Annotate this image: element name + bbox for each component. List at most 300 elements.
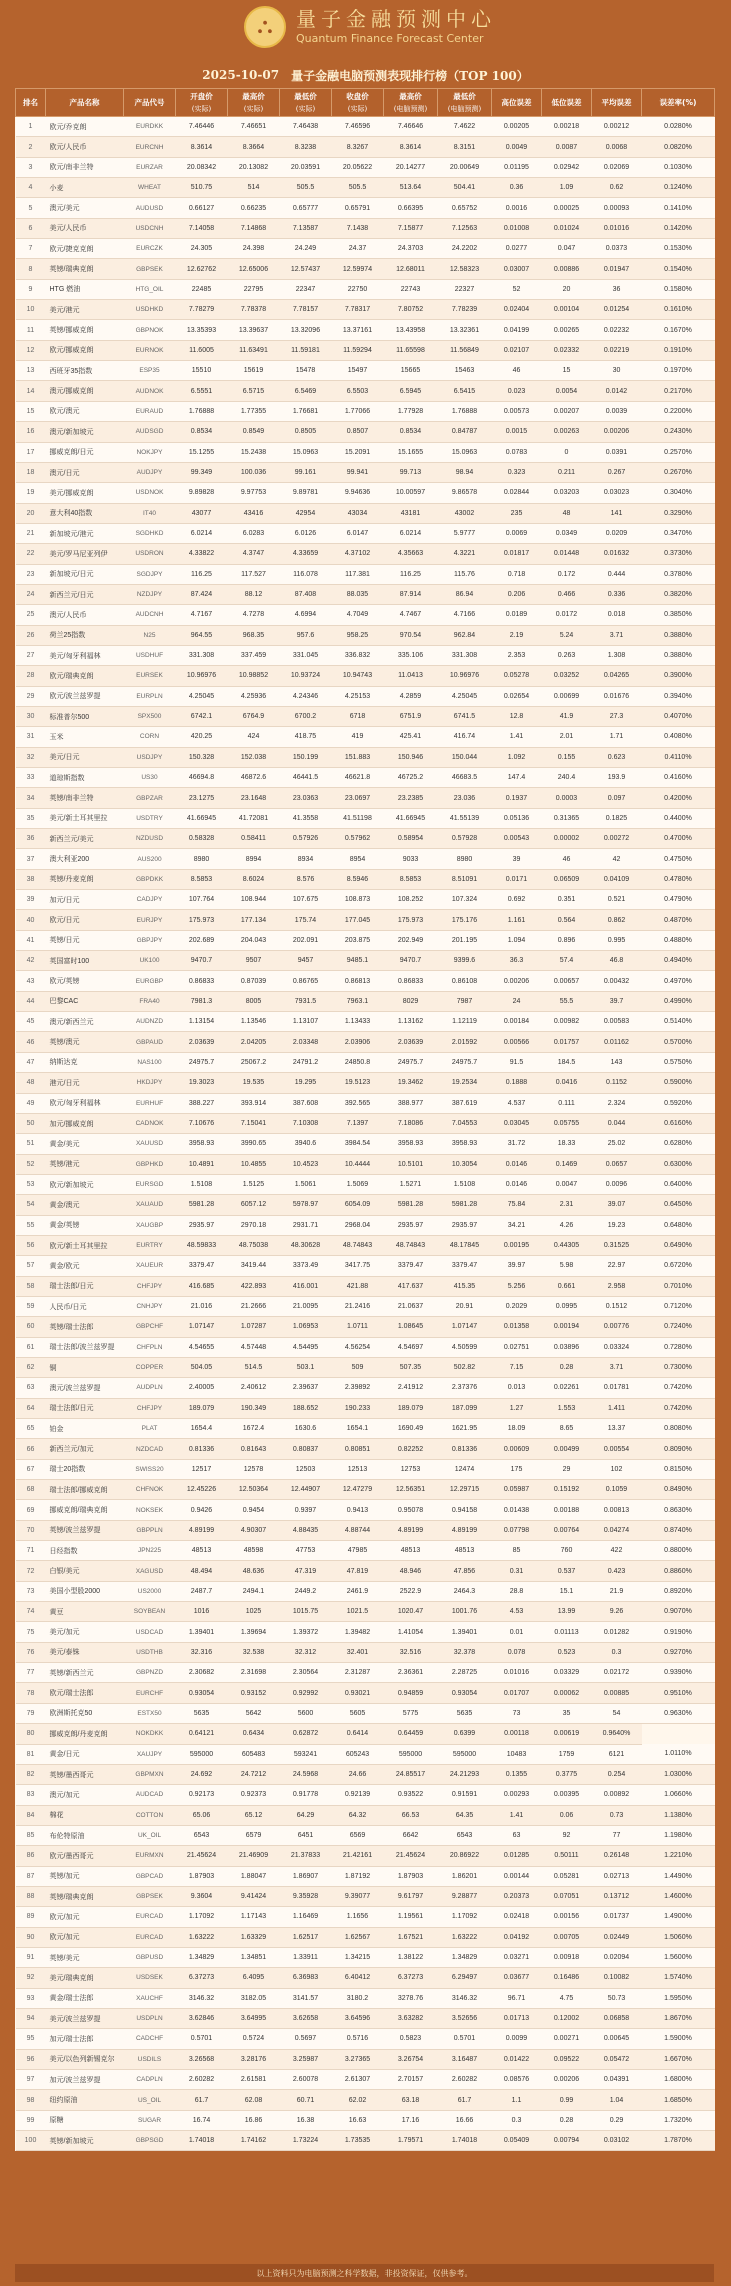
table-row <box>16 1134 715 1154</box>
cell-rank: 87 <box>16 1866 46 1886</box>
cell-rank: 48 <box>16 1073 46 1093</box>
cell-rank: 95 <box>16 2029 46 2049</box>
cell-high-actual: 1.63329 <box>228 1927 280 1947</box>
cell-product-code: CNHJPY <box>124 1296 176 1316</box>
cell-rank: 54 <box>16 1195 46 1215</box>
cell-rank: 76 <box>16 1642 46 1662</box>
cell-low-forecast: 387.619 <box>438 1093 492 1113</box>
cell-high-actual: 0.81643 <box>228 1439 280 1459</box>
cell-high-actual: 48598 <box>228 1541 280 1561</box>
cell-open-actual: 2935.97 <box>176 1215 228 1235</box>
cell-open-actual: 420.25 <box>176 727 228 747</box>
cell-low-forecast: 48.17845 <box>438 1235 492 1255</box>
cell-low-actual: 5978.97 <box>280 1195 332 1215</box>
cell-high-error: 0.1937 <box>492 788 542 808</box>
cell-high-actual: 6579 <box>228 1825 280 1845</box>
cell-low-actual: 6.5469 <box>280 381 332 401</box>
cell-close-actual: 19.5123 <box>332 1073 384 1093</box>
cell-close-actual: 23.0697 <box>332 788 384 808</box>
cell-high-actual: 10.4855 <box>228 1154 280 1174</box>
cell-product-code: USDNOK <box>124 483 176 503</box>
cell-high-actual: 43416 <box>228 503 280 523</box>
cell-low-forecast: 32.378 <box>438 1642 492 1662</box>
cell-product-code: GBPDKK <box>124 869 176 889</box>
cell-product-name: 美元/波兰兹罗提 <box>46 2008 124 2028</box>
cell-product-code: GBPPLN <box>124 1520 176 1540</box>
table-row <box>16 279 715 299</box>
cell-product-name: 人民币/日元 <box>46 1296 124 1316</box>
cell-error-rate: 0.5900% <box>642 1073 715 1093</box>
cell-open-actual: 0.64121 <box>176 1724 228 1744</box>
table-row <box>16 2110 715 2130</box>
table-row <box>16 1907 715 1927</box>
cell-close-actual: 41.51198 <box>332 808 384 828</box>
cell-product-name: 纳斯达克 <box>46 1052 124 1072</box>
cell-low-actual: 6451 <box>280 1825 332 1845</box>
cell-high-error: 0.00293 <box>492 1785 542 1805</box>
cell-high-actual: 0.87039 <box>228 971 280 991</box>
table-row <box>16 605 715 625</box>
cell-rank: 51 <box>16 1134 46 1154</box>
cell-low-actual: 32.312 <box>280 1642 332 1662</box>
cell-product-name: 铜 <box>46 1357 124 1377</box>
cell-avg-error: 21.9 <box>592 1581 642 1601</box>
cell-low-forecast: 0.84787 <box>438 422 492 442</box>
cell-product-code: USDTHB <box>124 1642 176 1662</box>
cell-low-actual: 2931.71 <box>280 1215 332 1235</box>
cell-high-forecast: 189.079 <box>384 1398 438 1418</box>
cell-product-name: 加元/瑞士法郎 <box>46 2029 124 2049</box>
table-row <box>16 544 715 564</box>
cell-rank: 13 <box>16 361 46 381</box>
cell-rank: 61 <box>16 1337 46 1357</box>
cell-open-actual: 0.5701 <box>176 2029 228 2049</box>
cell-product-code: ESTX50 <box>124 1703 176 1723</box>
cell-high-error: 31.72 <box>492 1134 542 1154</box>
cell-avg-error: 0.995 <box>592 930 642 950</box>
cell-close-actual: 9.39077 <box>332 1886 384 1906</box>
cell-close-actual: 7.1438 <box>332 218 384 238</box>
cell-high-actual: 0.92373 <box>228 1785 280 1805</box>
cell-high-forecast: 1.08645 <box>384 1317 438 1337</box>
cell-low-error: 0.05755 <box>542 1113 592 1133</box>
cell-product-code: FRA40 <box>124 991 176 1011</box>
cell-open-actual: 5981.28 <box>176 1195 228 1215</box>
cell-high-error: 0.04199 <box>492 320 542 340</box>
cell-low-actual: 0.62872 <box>280 1724 332 1744</box>
cell-high-actual: 15619 <box>228 361 280 381</box>
cell-product-code: CADCHF <box>124 2029 176 2049</box>
cell-high-error: 0.08576 <box>492 2070 542 2090</box>
cell-high-error: 0.00206 <box>492 971 542 991</box>
cell-product-name: 英镑/瑞士法郎 <box>46 1317 124 1337</box>
cell-high-actual: 0.9454 <box>228 1500 280 1520</box>
cell-close-actual: 6054.09 <box>332 1195 384 1215</box>
cell-close-actual: 2.61307 <box>332 2070 384 2090</box>
cell-low-forecast: 24.2202 <box>438 239 492 259</box>
cell-high-forecast: 6751.9 <box>384 706 438 726</box>
cell-product-name: 英镑/澳元 <box>46 1032 124 1052</box>
cell-low-error: 0.00395 <box>542 1785 592 1805</box>
cell-high-error: 0.0015 <box>492 422 542 442</box>
cell-high-actual: 3182.05 <box>228 1988 280 2008</box>
column-header-label: 产品代号 <box>134 98 165 107</box>
cell-error-rate: 0.6400% <box>642 1174 715 1194</box>
header <box>0 0 731 64</box>
cell-open-actual: 6.0214 <box>176 523 228 543</box>
table-row <box>16 930 715 950</box>
cell-product-code: GBPCHF <box>124 1317 176 1337</box>
cell-low-actual: 15.0963 <box>280 442 332 462</box>
cell-low-error: 0.00188 <box>542 1500 592 1520</box>
cell-product-name: 欧元/乔克朗 <box>46 117 124 137</box>
cell-product-name: 白银/美元 <box>46 1561 124 1581</box>
cell-open-actual: 0.93054 <box>176 1683 228 1703</box>
cell-low-actual: 1.06953 <box>280 1317 332 1337</box>
cell-product-name: 瑞士法郎/日元 <box>46 1276 124 1296</box>
cell-close-actual: 2968.04 <box>332 1215 384 1235</box>
cell-error-rate: 0.5920% <box>642 1093 715 1113</box>
cell-high-error: 0.02404 <box>492 300 542 320</box>
cell-low-actual: 1.73224 <box>280 2131 332 2151</box>
cell-open-actual: 48.494 <box>176 1561 228 1581</box>
cell-close-actual: 958.25 <box>332 625 384 645</box>
cell-avg-error: 0.0391 <box>592 442 642 462</box>
cell-open-actual: 9.89828 <box>176 483 228 503</box>
cell-high-forecast: 7.15877 <box>384 218 438 238</box>
cell-open-actual: 21.45624 <box>176 1846 228 1866</box>
cell-close-actual: 47985 <box>332 1541 384 1561</box>
cell-product-code: AUDCNH <box>124 605 176 625</box>
cell-close-actual: 88.035 <box>332 584 384 604</box>
cell-close-actual: 12.47279 <box>332 1480 384 1500</box>
table-row <box>16 1256 715 1276</box>
cell-rank: 73 <box>16 1581 46 1601</box>
cell-rank: 44 <box>16 991 46 1011</box>
cell-low-forecast: 2.28725 <box>438 1663 492 1683</box>
cell-open-actual: 1.87903 <box>176 1866 228 1886</box>
cell-product-code: N25 <box>124 625 176 645</box>
cell-avg-error: 25.02 <box>592 1134 642 1154</box>
cell-high-forecast: 0.82252 <box>384 1439 438 1459</box>
cell-low-error: 0.523 <box>542 1642 592 1662</box>
cell-low-forecast: 13.32361 <box>438 320 492 340</box>
cell-open-actual: 0.8534 <box>176 422 228 442</box>
cell-open-actual: 202.689 <box>176 930 228 950</box>
cell-high-error: 0.03045 <box>492 1113 542 1133</box>
cell-low-forecast: 150.044 <box>438 747 492 767</box>
cell-high-forecast: 1.87903 <box>384 1866 438 1886</box>
cell-product-name: 欧元/日元 <box>46 910 124 930</box>
cell-open-actual: 8.5853 <box>176 869 228 889</box>
cell-product-name: 美元/挪威克朗 <box>46 483 124 503</box>
cell-open-actual: 107.764 <box>176 890 228 910</box>
table-row <box>16 1195 715 1215</box>
cell-error-rate: 0.9190% <box>642 1622 715 1642</box>
cell-product-code: SWISS20 <box>124 1459 176 1479</box>
cell-high-actual: 46872.6 <box>228 768 280 788</box>
cell-high-forecast: 66.53 <box>384 1805 438 1825</box>
cell-low-error: 0.03203 <box>542 483 592 503</box>
cell-high-actual: 0.58411 <box>228 829 280 849</box>
cell-high-forecast: 1.19561 <box>384 1907 438 1927</box>
cell-high-forecast: 48513 <box>384 1541 438 1561</box>
cell-high-error: 75.84 <box>492 1195 542 1215</box>
column-header <box>46 89 124 117</box>
cell-close-actual: 43034 <box>332 503 384 523</box>
cell-rank: 77 <box>16 1663 46 1683</box>
cell-low-error: 0.15192 <box>542 1480 592 1500</box>
cell-high-forecast: 0.95078 <box>384 1500 438 1520</box>
table-row <box>16 625 715 645</box>
column-header <box>438 89 492 117</box>
table-row <box>16 829 715 849</box>
cell-low-actual: 0.65777 <box>280 198 332 218</box>
cell-error-rate: 0.4110% <box>642 747 715 767</box>
cell-avg-error: 1.71 <box>592 727 642 747</box>
cell-low-actual: 2.03348 <box>280 1032 332 1052</box>
cell-high-forecast: 32.516 <box>384 1642 438 1662</box>
cell-product-name: 欧元/墨西哥元 <box>46 1846 124 1866</box>
cell-close-actual: 24.66 <box>332 1764 384 1784</box>
cell-rank: 100 <box>16 2131 46 2151</box>
cell-low-actual: 13.32096 <box>280 320 332 340</box>
cell-high-forecast: 507.35 <box>384 1357 438 1377</box>
cell-close-actual: 10.94743 <box>332 666 384 686</box>
cell-low-error: 0.047 <box>542 239 592 259</box>
cell-low-forecast: 12.58323 <box>438 259 492 279</box>
table-row <box>16 1927 715 1947</box>
cell-rank: 96 <box>16 2049 46 2069</box>
cell-product-code: AUDSGD <box>124 422 176 442</box>
cell-high-forecast: 4.7467 <box>384 605 438 625</box>
cell-high-actual: 6764.9 <box>228 706 280 726</box>
table-row <box>16 1073 715 1093</box>
cell-error-rate: 0.4700% <box>642 829 715 849</box>
cell-high-error: 0.05987 <box>492 1480 542 1500</box>
cell-high-actual: 65.12 <box>228 1805 280 1825</box>
cell-open-actual: 3379.47 <box>176 1256 228 1276</box>
cell-close-actual: 421.88 <box>332 1276 384 1296</box>
cell-avg-error: 0.862 <box>592 910 642 930</box>
cell-low-actual: 3373.49 <box>280 1256 332 1276</box>
cell-rank: 63 <box>16 1378 46 1398</box>
column-header <box>642 89 715 117</box>
cell-high-error: 0.0189 <box>492 605 542 625</box>
table-row <box>16 910 715 930</box>
brand-name-en: Quantum Finance Forecast Center <box>296 32 484 45</box>
cell-product-code: GBPNOK <box>124 320 176 340</box>
cell-avg-error: 0.06858 <box>592 2008 642 2028</box>
cell-high-error: 0.04192 <box>492 1927 542 1947</box>
cell-product-code: XAUJPY <box>124 1744 176 1764</box>
cell-avg-error: 0.73 <box>592 1805 642 1825</box>
column-header <box>592 89 642 117</box>
cell-high-actual: 1.34851 <box>228 1947 280 1967</box>
cell-high-actual: 337.459 <box>228 645 280 665</box>
cell-product-name: 加元/波兰兹罗提 <box>46 2070 124 2090</box>
cell-rank: 16 <box>16 422 46 442</box>
cell-low-actual: 41.3558 <box>280 808 332 828</box>
cell-open-actual: 2.30682 <box>176 1663 228 1683</box>
cell-high-actual: 20.13082 <box>228 157 280 177</box>
cell-low-forecast: 201.195 <box>438 930 492 950</box>
cell-avg-error: 0.623 <box>592 747 642 767</box>
cell-low-forecast: 24.21293 <box>438 1764 492 1784</box>
table-row <box>16 1296 715 1316</box>
table-row <box>16 361 715 381</box>
cell-low-error: 0.0003 <box>542 788 592 808</box>
cell-avg-error: 30 <box>592 361 642 381</box>
cell-high-error: 0.013 <box>492 1378 542 1398</box>
cell-avg-error: 0.00554 <box>592 1439 642 1459</box>
cell-high-actual: 968.35 <box>228 625 280 645</box>
cell-open-actual: 2.40005 <box>176 1378 228 1398</box>
cell-low-forecast: 5981.28 <box>438 1195 492 1215</box>
cell-product-code: CADJPY <box>124 890 176 910</box>
cell-close-actual: 1021.5 <box>332 1602 384 1622</box>
cell-high-actual: 8.6024 <box>228 869 280 889</box>
cell-low-forecast: 502.82 <box>438 1357 492 1377</box>
cell-open-actual: 32.316 <box>176 1642 228 1662</box>
cell-high-actual: 0.93152 <box>228 1683 280 1703</box>
cell-high-forecast: 1.5271 <box>384 1174 438 1194</box>
cell-open-actual: 1.63222 <box>176 1927 228 1947</box>
cell-avg-error: 39.7 <box>592 991 642 1011</box>
cell-close-actual: 0.57962 <box>332 829 384 849</box>
cell-close-actual: 8.5946 <box>332 869 384 889</box>
report-date: 2025-10-07 <box>202 68 280 82</box>
cell-product-code: EURTRY <box>124 1235 176 1255</box>
cell-high-actual: 514.5 <box>228 1357 280 1377</box>
cell-open-actual: 7.10676 <box>176 1113 228 1133</box>
cell-open-actual: 6.5551 <box>176 381 228 401</box>
cell-low-error: 0.99 <box>542 2090 592 2110</box>
cell-low-forecast: 20.86922 <box>438 1846 492 1866</box>
cell-high-forecast: 1.77928 <box>384 401 438 421</box>
cell-high-actual: 9507 <box>228 951 280 971</box>
cell-low-actual: 331.045 <box>280 645 332 665</box>
table-row <box>16 1785 715 1805</box>
cell-high-error: 0.03677 <box>492 1968 542 1988</box>
cell-error-rate: 0.4790% <box>642 890 715 910</box>
cell-high-error: 147.4 <box>492 768 542 788</box>
report-title: 量子金融电脑预测表现排行榜（TOP 100） <box>291 68 529 83</box>
cell-close-actual: 0.9413 <box>332 1500 384 1520</box>
cell-rank: 97 <box>16 2070 46 2090</box>
column-header-sub: (实际) <box>295 105 316 113</box>
cell-error-rate: 0.7280% <box>642 1337 715 1357</box>
cell-high-forecast: 2.41912 <box>384 1378 438 1398</box>
cell-product-code: EURPLN <box>124 686 176 706</box>
cell-rank: 68 <box>16 1480 46 1500</box>
cell-high-actual: 3.64995 <box>228 2008 280 2028</box>
cell-low-forecast: 86.94 <box>438 584 492 604</box>
cell-error-rate: 0.8920% <box>642 1581 715 1601</box>
cell-low-error: 0.28 <box>542 1357 592 1377</box>
cell-high-forecast: 2.36361 <box>384 1663 438 1683</box>
cell-low-forecast: 4.3221 <box>438 544 492 564</box>
cell-low-error: 0.564 <box>542 910 592 930</box>
cell-error-rate: 0.7420% <box>642 1378 715 1398</box>
cell-high-actual: 1.39694 <box>228 1622 280 1642</box>
disclaimer-footer: 以上资料只为电脑预测之科学数据，非投资保证，仅供参考。 <box>15 2264 714 2282</box>
cell-error-rate: 0.1030% <box>642 157 715 177</box>
cell-low-error: 0.00499 <box>542 1439 592 1459</box>
cell-error-rate: 0.9390% <box>642 1663 715 1683</box>
cell-high-actual: 12.50364 <box>228 1480 280 1500</box>
cell-high-forecast: 9.61797 <box>384 1886 438 1906</box>
cell-close-actual: 0.5716 <box>332 2029 384 2049</box>
cell-low-actual: 99.161 <box>280 462 332 482</box>
cell-error-rate: 0.0280% <box>642 117 715 137</box>
cell-high-error: 85 <box>492 1541 542 1561</box>
cell-product-code: GBPSGD <box>124 2131 176 2151</box>
cell-avg-error: 0.0096 <box>592 1174 642 1194</box>
cell-error-rate: 1.7320% <box>642 2110 715 2130</box>
cell-low-forecast: 4.50599 <box>438 1337 492 1357</box>
cell-error-rate: 0.4750% <box>642 849 715 869</box>
cell-high-error: 1.094 <box>492 930 542 950</box>
cell-high-forecast: 24975.7 <box>384 1052 438 1072</box>
cell-high-forecast: 0.5823 <box>384 2029 438 2049</box>
cell-product-name: 玉米 <box>46 727 124 747</box>
cell-rank: 91 <box>16 1947 46 1967</box>
cell-high-error: 0.01 <box>492 1622 542 1642</box>
cell-low-actual: 16.38 <box>280 2110 332 2130</box>
cell-low-forecast: 0.81336 <box>438 1439 492 1459</box>
cell-low-forecast: 3958.93 <box>438 1134 492 1154</box>
cell-high-error: 24 <box>492 991 542 1011</box>
cell-product-code: USDCAD <box>124 1622 176 1642</box>
cell-low-error: 46 <box>542 849 592 869</box>
cell-product-name: 瑞士法郎/日元 <box>46 1398 124 1418</box>
cell-high-actual: 6.4095 <box>228 1968 280 1988</box>
cell-open-actual: 19.3023 <box>176 1073 228 1093</box>
cell-low-forecast: 1.34829 <box>438 1947 492 1967</box>
cell-product-name: 棉花 <box>46 1805 124 1825</box>
cell-avg-error: 0.03324 <box>592 1337 642 1357</box>
column-header <box>384 89 438 117</box>
cell-rank: 25 <box>16 605 46 625</box>
cell-avg-error: 0.02219 <box>592 340 642 360</box>
cell-high-error: 0.00118 <box>492 1724 542 1744</box>
cell-close-actual: 0.6414 <box>332 1724 384 1744</box>
cell-low-actual: 4.33659 <box>280 544 332 564</box>
cell-low-error: 0.1469 <box>542 1154 592 1174</box>
cell-error-rate: 0.4780% <box>642 869 715 889</box>
cell-open-actual: 48513 <box>176 1541 228 1561</box>
cell-high-actual: 6057.12 <box>228 1195 280 1215</box>
cell-avg-error: 0.1512 <box>592 1296 642 1316</box>
cell-low-forecast: 1.39401 <box>438 1622 492 1642</box>
column-header-label: 最高价 <box>242 92 265 101</box>
cell-low-error: 0.01024 <box>542 218 592 238</box>
cell-high-forecast: 0.58954 <box>384 829 438 849</box>
cell-high-error: 0.00543 <box>492 829 542 849</box>
cell-product-code: EURCAD <box>124 1907 176 1927</box>
cell-open-actual: 10.96976 <box>176 666 228 686</box>
cell-low-error: 13.99 <box>542 1602 592 1622</box>
table-row <box>16 869 715 889</box>
cell-high-actual: 8.3664 <box>228 137 280 157</box>
column-header-sub: (实际) <box>243 105 264 113</box>
cell-high-error: 0.02654 <box>492 686 542 706</box>
cell-avg-error: 0.02094 <box>592 1947 642 1967</box>
cell-low-forecast: 107.324 <box>438 890 492 910</box>
cell-error-rate: 0.3850% <box>642 605 715 625</box>
cell-close-actual: 3.64596 <box>332 2008 384 2028</box>
